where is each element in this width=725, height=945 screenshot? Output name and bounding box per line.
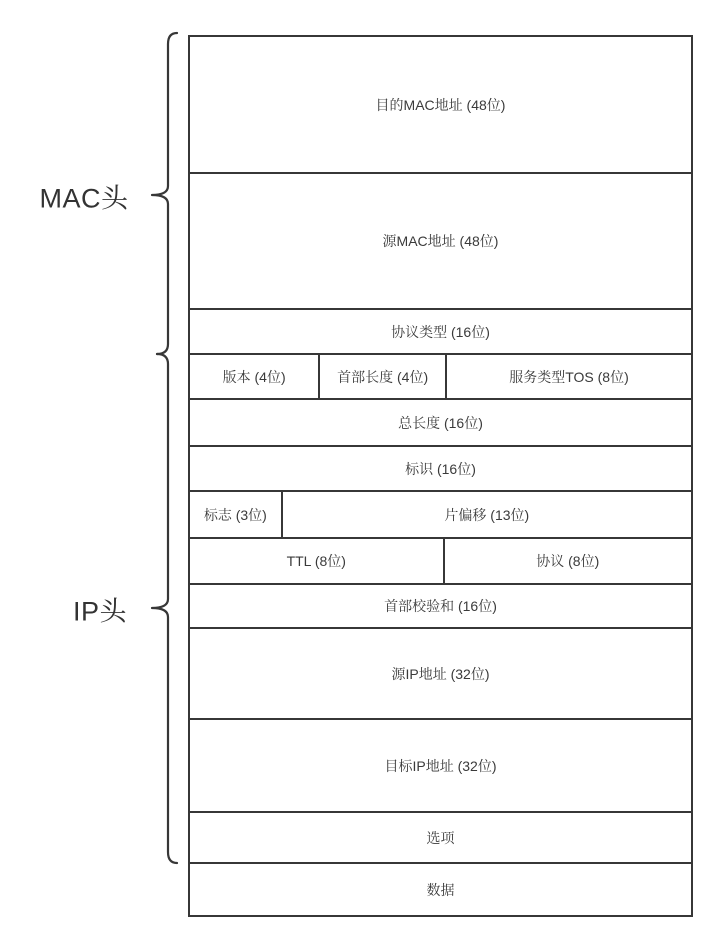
table-row [190,355,691,400]
field-cell [190,310,691,353]
field-label: 目标IP地址 (32位) [384,757,497,774]
field-label: 总长度 (16位) [398,414,483,431]
table-row [190,539,691,585]
field-label: 源MAC地址 (48位) [382,233,499,249]
table-row [190,585,691,629]
group-label-mac-header: MAC头 [39,183,129,214]
field-cell [190,492,281,537]
field-cell [318,355,445,398]
field-cell [443,539,691,583]
table-row [190,447,691,492]
field-label: 协议类型 (16位) [391,323,490,340]
field-cell [190,539,443,583]
field-label: 标识 (16位) [405,460,476,477]
field-cell [190,37,691,172]
mac-header-brace [152,33,177,354]
field-cell [190,174,691,308]
table-row [190,174,691,310]
table-row [190,310,691,355]
table-row [190,813,691,864]
field-label: 目的MAC地址 (48位) [375,96,506,113]
field-label: 数据 [426,881,455,898]
field-label: 版本 (4位) [222,368,286,385]
table-row [190,720,691,813]
field-label: 源IP地址 (32位) [391,665,490,682]
group-label-ip-header: IP头 [72,596,128,627]
field-label: 首部长度 (4位) [337,368,429,385]
table-row [190,864,691,915]
table-row [190,37,691,174]
field-cell [281,492,691,537]
field-cell [190,720,691,811]
table-row [190,629,691,720]
field-cell [190,585,691,627]
ip-header-brace [152,354,177,863]
table-row [190,492,691,539]
field-label: 片偏移 (13位) [444,506,530,523]
field-label: 首部校验和 (16位) [384,598,497,614]
field-cell [190,400,691,445]
field-cell [190,864,691,915]
field-cell [190,355,318,398]
table-row [190,400,691,447]
field-cell [190,447,691,490]
field-cell [445,355,691,398]
field-label: 标志 (3位) [203,506,267,523]
field-cell [190,629,691,718]
field-label: 服务类型TOS (8位) [509,368,629,385]
field-label: 选项 [426,829,455,846]
field-label: 协议 (8位) [536,553,600,569]
field-label: TTL (8位) [286,553,346,569]
field-cell [190,813,691,862]
packet-structure-table [188,35,693,917]
